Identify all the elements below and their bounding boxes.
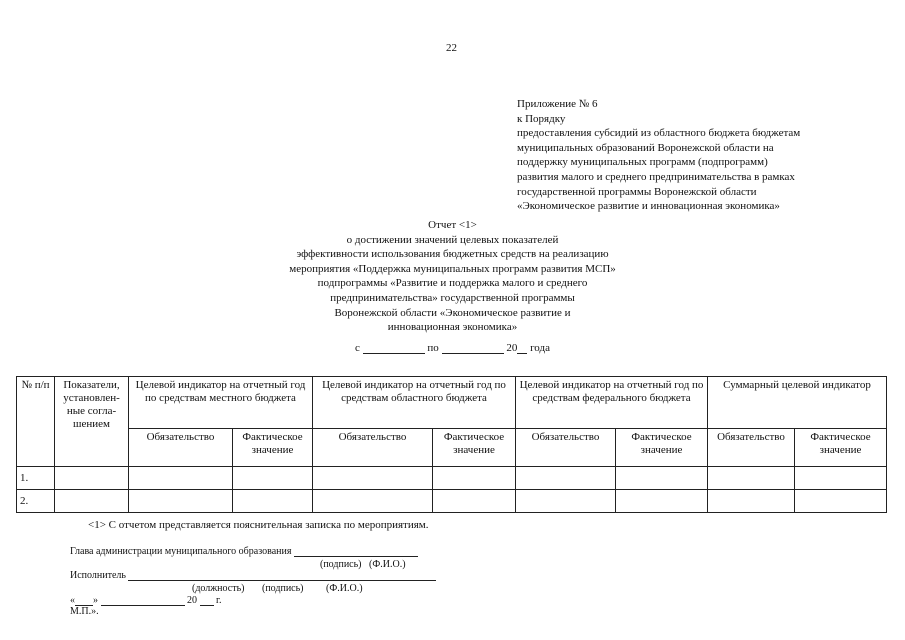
header-local-budget: Целевой индикатор на отчетный год по средствам местного бюджета: [129, 377, 313, 429]
date-year-prefix: 20: [187, 595, 197, 606]
report-title-line: мероприятия «Поддержка муниципальных программ развития МСП»: [289, 262, 616, 275]
appendix-line: к Порядку: [517, 112, 566, 125]
table-cell: [313, 467, 433, 490]
table-cell: [516, 490, 616, 513]
report-title-line: подпрограммы «Развитие и поддержка малого и среднего: [317, 277, 588, 290]
appendix-line: поддержку муниципальных программ (подпрограмм): [517, 156, 768, 169]
row-number: 2.: [17, 490, 55, 513]
report-title-line: предпринимательства» государственной программы: [330, 291, 575, 304]
header-indicators: Показатели, установлен-ные согла-шением: [55, 377, 129, 467]
head-signature-blank: [294, 545, 418, 557]
table-cell: [708, 467, 795, 490]
table-cell: [233, 467, 313, 490]
subheader-mandatory: Обязательство: [708, 429, 795, 467]
header-row-number: № п/п: [17, 377, 55, 467]
table-cell: [616, 467, 708, 490]
position-caption: (должность): [192, 583, 245, 594]
appendix-line: Приложение № 6: [517, 98, 598, 110]
month-blank: [101, 594, 185, 606]
appendix-line: муниципальных образований Воронежской области на: [517, 141, 774, 154]
report-title: [0, 218, 905, 335]
subheader-actual: Фактическое значение: [233, 429, 313, 467]
page-number: 22: [446, 42, 457, 54]
executor-blank: [128, 569, 436, 581]
table-cell: [708, 490, 795, 513]
report-title-line: Отчет <1>: [428, 219, 477, 231]
period-year-label: года: [530, 342, 550, 354]
footnote: <1> С отчетом представляется пояснительная записка по мероприятиям.: [88, 519, 429, 531]
executor-line: [70, 569, 436, 581]
table-cell: [55, 490, 129, 513]
report-table: [16, 376, 887, 513]
period-to-blank: [442, 341, 504, 354]
subheader-actual: Фактическое значение: [433, 429, 516, 467]
table-cell: [433, 490, 516, 513]
subheader-mandatory: Обязательство: [516, 429, 616, 467]
appendix-header: [517, 97, 800, 214]
subheader-mandatory: Обязательство: [313, 429, 433, 467]
header-federal-budget: Целевой индикатор на отчетный год по средствам федерального бюджета: [516, 377, 708, 429]
table-cell: [795, 490, 887, 513]
header-total-indicator: Суммарный целевой индикатор: [708, 377, 887, 429]
table-row: [17, 490, 887, 513]
sign-caption: (подпись): [320, 559, 362, 570]
head-signature-line: [70, 545, 418, 557]
report-title-line: Воронежской области «Экономическое развитие и: [334, 306, 571, 319]
report-title-line: инновационная экономика»: [387, 321, 518, 334]
appendix-line: развития малого и среднего предпринимательства в рамках: [517, 170, 795, 183]
table-cell: [516, 467, 616, 490]
executor-label: Исполнитель: [70, 570, 126, 581]
date-line: [70, 594, 221, 606]
table-cell: [313, 490, 433, 513]
head-label: Глава администрации муниципального образования: [70, 546, 292, 557]
table-cell: [616, 490, 708, 513]
table-cell: [129, 490, 233, 513]
row-number: 1.: [17, 467, 55, 490]
table-cell: [433, 467, 516, 490]
date-open-quote: «: [70, 595, 75, 606]
appendix-line: государственной программы Воронежской области: [517, 185, 757, 198]
period-to-label: по: [427, 342, 439, 354]
header-regional-budget: Целевой индикатор на отчетный год по средствам областного бюджета: [313, 377, 516, 429]
appendix-line: предоставления субсидий из областного бюджета бюджетам: [517, 127, 801, 140]
date-close-quote: »: [93, 595, 98, 606]
report-title-line: о достижении значений целевых показателей: [346, 233, 559, 246]
executor-captions: [192, 583, 363, 594]
report-title-line: эффективности использования бюджетных средств на реализацию: [296, 248, 609, 261]
subheader-actual: Фактическое значение: [795, 429, 887, 467]
period-year-blank: [517, 341, 527, 354]
appendix-line: «Экономическое развитие и инновационная экономика»: [517, 200, 780, 213]
table-cell: [233, 490, 313, 513]
year-blank: [200, 594, 214, 606]
subheader-mandatory: Обязательство: [129, 429, 233, 467]
day-blank: [75, 594, 93, 606]
period-from-blank: [363, 341, 425, 354]
table-cell: [129, 467, 233, 490]
period-from-label: с: [355, 342, 360, 354]
fio-caption: (Ф.И.О.): [369, 559, 406, 570]
fio-caption: (Ф.И.О.): [326, 583, 363, 594]
subheader-actual: Фактическое значение: [616, 429, 708, 467]
date-year-suffix: г.: [216, 595, 222, 606]
period-year-prefix: 20: [506, 342, 518, 354]
sign-caption: (подпись): [262, 583, 304, 594]
stamp-place: М.П.».: [70, 606, 99, 617]
table-cell: [795, 467, 887, 490]
table-row: [17, 467, 887, 490]
report-period: [0, 341, 905, 354]
table-cell: [55, 467, 129, 490]
